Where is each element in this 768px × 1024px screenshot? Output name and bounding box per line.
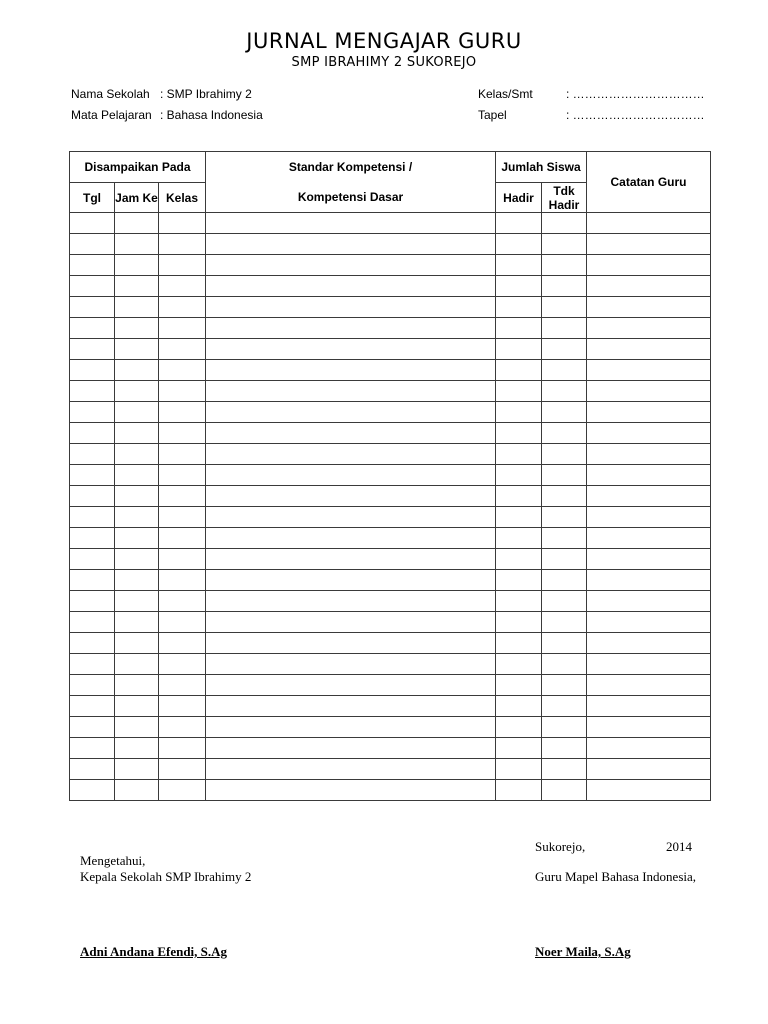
table-row <box>70 444 711 465</box>
header-teacher-notes: Catatan Guru <box>587 152 711 213</box>
table-cell <box>115 360 159 381</box>
header-student-count: Jumlah Siswa <box>496 152 587 183</box>
table-cell <box>70 675 115 696</box>
table-cell <box>159 297 206 318</box>
table-cell <box>496 717 542 738</box>
school-year-label: Tapel <box>478 108 507 122</box>
table-cell <box>206 360 496 381</box>
table-cell <box>496 696 542 717</box>
table-cell <box>542 549 587 570</box>
table-cell <box>206 528 496 549</box>
table-row <box>70 654 711 675</box>
table-cell <box>496 591 542 612</box>
table-cell <box>496 339 542 360</box>
table-cell <box>70 423 115 444</box>
table-cell <box>542 612 587 633</box>
page-subtitle: SMP IBRAHIMY 2 SUKOREJO <box>291 55 477 70</box>
table-cell <box>542 276 587 297</box>
table-cell <box>496 255 542 276</box>
table-cell <box>159 633 206 654</box>
table-row <box>70 549 711 570</box>
table-row <box>70 633 711 654</box>
table-cell <box>206 234 496 255</box>
table-cell <box>115 402 159 423</box>
header-delivered-on: Disampaikan Pada <box>70 152 206 183</box>
table-cell <box>587 612 711 633</box>
table-cell <box>70 486 115 507</box>
table-cell <box>115 549 159 570</box>
table-cell <box>159 696 206 717</box>
teacher-name: Noer Maila, S.Ag <box>535 944 631 959</box>
table-cell <box>587 528 711 549</box>
table-cell <box>542 234 587 255</box>
table-cell <box>496 780 542 801</box>
table-cell <box>159 381 206 402</box>
table-cell <box>496 381 542 402</box>
table-cell <box>206 381 496 402</box>
table-cell <box>496 612 542 633</box>
table-cell <box>587 780 711 801</box>
table-cell <box>206 633 496 654</box>
table-cell <box>70 780 115 801</box>
table-cell <box>542 717 587 738</box>
table-cell <box>587 276 711 297</box>
table-row <box>70 276 711 297</box>
table-cell <box>115 276 159 297</box>
table-cell <box>587 339 711 360</box>
table-cell <box>159 717 206 738</box>
table-row <box>70 696 711 717</box>
table-cell <box>115 507 159 528</box>
table-cell <box>206 486 496 507</box>
table-cell <box>115 717 159 738</box>
school-year-value: : …………………………… <box>566 108 705 122</box>
school-label: Nama Sekolah <box>71 87 150 101</box>
table-cell <box>159 360 206 381</box>
table-cell <box>587 591 711 612</box>
table-cell <box>115 591 159 612</box>
table-cell <box>206 717 496 738</box>
table-row <box>70 423 711 444</box>
table-cell <box>587 213 711 234</box>
table-row <box>70 738 711 759</box>
table-cell <box>115 780 159 801</box>
table-row <box>70 339 711 360</box>
table-row <box>70 297 711 318</box>
table-row <box>70 591 711 612</box>
table-cell <box>159 612 206 633</box>
table-cell <box>70 318 115 339</box>
table-cell <box>496 318 542 339</box>
table-cell <box>587 318 711 339</box>
table-cell <box>542 738 587 759</box>
table-cell <box>587 465 711 486</box>
table-cell <box>159 465 206 486</box>
table-cell <box>542 654 587 675</box>
table-cell <box>206 402 496 423</box>
table-cell <box>159 654 206 675</box>
table-cell <box>542 486 587 507</box>
table-cell <box>542 696 587 717</box>
table-row <box>70 213 711 234</box>
table-cell <box>115 654 159 675</box>
table-row <box>70 612 711 633</box>
table-cell <box>206 507 496 528</box>
header-date: Tgl <box>70 183 115 213</box>
table-cell <box>496 759 542 780</box>
table-row <box>70 234 711 255</box>
table-cell <box>496 507 542 528</box>
table-cell <box>70 297 115 318</box>
table-cell <box>587 759 711 780</box>
table-row <box>70 381 711 402</box>
table-cell <box>587 381 711 402</box>
table-cell <box>206 591 496 612</box>
table-cell <box>159 738 206 759</box>
header-absent: Tdk Hadir <box>542 183 587 213</box>
table-cell <box>496 738 542 759</box>
table-cell <box>70 360 115 381</box>
table-cell <box>496 276 542 297</box>
table-cell <box>70 654 115 675</box>
table-cell <box>496 633 542 654</box>
table-cell <box>496 675 542 696</box>
table-cell <box>206 654 496 675</box>
table-cell <box>542 465 587 486</box>
table-cell <box>70 717 115 738</box>
table-cell <box>542 780 587 801</box>
table-cell <box>115 339 159 360</box>
table-cell <box>206 297 496 318</box>
acknowledged-label: Mengetahui, <box>80 853 146 868</box>
table-cell <box>159 423 206 444</box>
table-cell <box>542 591 587 612</box>
table-cell <box>542 444 587 465</box>
table-body <box>70 213 711 801</box>
table-cell <box>542 297 587 318</box>
table-cell <box>587 633 711 654</box>
table-cell <box>70 528 115 549</box>
table-cell <box>206 675 496 696</box>
table-cell <box>159 507 206 528</box>
table-row <box>70 486 711 507</box>
table-row <box>70 675 711 696</box>
table-cell <box>115 696 159 717</box>
subject-value: : Bahasa Indonesia <box>160 108 263 122</box>
table-cell <box>70 507 115 528</box>
table-cell <box>206 465 496 486</box>
teacher-title: Guru Mapel Bahasa Indonesia, <box>535 869 697 884</box>
table-cell <box>587 696 711 717</box>
table-cell <box>206 612 496 633</box>
table-cell <box>587 486 711 507</box>
table-cell <box>587 654 711 675</box>
table-cell <box>159 318 206 339</box>
table-cell <box>587 360 711 381</box>
table-cell <box>587 549 711 570</box>
table-cell <box>115 528 159 549</box>
table-cell <box>115 486 159 507</box>
table-cell <box>587 255 711 276</box>
table-cell <box>115 381 159 402</box>
table-cell <box>115 213 159 234</box>
table-cell <box>159 528 206 549</box>
table-cell <box>206 255 496 276</box>
table-cell <box>115 759 159 780</box>
table-cell <box>587 423 711 444</box>
journal-table <box>69 151 711 801</box>
table-cell <box>115 234 159 255</box>
table-cell <box>159 402 206 423</box>
principal-name: Adni Andana Efendi, S.Ag <box>80 944 228 959</box>
table-row <box>70 465 711 486</box>
header-competency-standard: Standar Kompetensi / <box>206 152 496 183</box>
table-cell <box>496 360 542 381</box>
table-cell <box>496 549 542 570</box>
table-cell <box>206 213 496 234</box>
signature-place: Sukorejo, <box>535 839 586 854</box>
table-cell <box>70 381 115 402</box>
table-cell <box>587 444 711 465</box>
table-cell <box>70 633 115 654</box>
table-cell <box>70 339 115 360</box>
table-row <box>70 360 711 381</box>
table-cell <box>159 486 206 507</box>
table-cell <box>206 339 496 360</box>
table-cell <box>70 570 115 591</box>
principal-title: Kepala Sekolah SMP Ibrahimy 2 <box>80 869 252 884</box>
table-cell <box>496 234 542 255</box>
table-cell <box>70 738 115 759</box>
table-cell <box>115 738 159 759</box>
table-cell <box>70 612 115 633</box>
page-title: JURNAL MENGAJAR GURU <box>246 29 522 53</box>
table-cell <box>542 528 587 549</box>
table-cell <box>587 717 711 738</box>
table-cell <box>70 591 115 612</box>
table-row <box>70 717 711 738</box>
class-semester-value: : …………………………… <box>566 87 705 101</box>
signature-year: 2014 <box>666 839 692 854</box>
table-cell <box>115 633 159 654</box>
table-cell <box>542 633 587 654</box>
table-cell <box>115 444 159 465</box>
table-cell <box>542 381 587 402</box>
table-cell <box>70 255 115 276</box>
table-cell <box>206 549 496 570</box>
table-cell <box>70 276 115 297</box>
table-cell <box>206 780 496 801</box>
table-cell <box>159 759 206 780</box>
table-cell <box>159 591 206 612</box>
table-cell <box>70 549 115 570</box>
table-cell <box>496 654 542 675</box>
header-present: Hadir <box>496 183 542 213</box>
table-cell <box>206 318 496 339</box>
table-cell <box>542 402 587 423</box>
table-cell <box>542 318 587 339</box>
table-cell <box>206 696 496 717</box>
table-cell <box>115 423 159 444</box>
header-basic-competency: Kompetensi Dasar <box>206 183 496 213</box>
table-cell <box>496 465 542 486</box>
table-cell <box>496 486 542 507</box>
table-cell <box>159 780 206 801</box>
table-cell <box>587 402 711 423</box>
table-cell <box>159 234 206 255</box>
table-cell <box>206 570 496 591</box>
table-cell <box>587 507 711 528</box>
table-cell <box>496 444 542 465</box>
table-cell <box>159 276 206 297</box>
table-cell <box>159 213 206 234</box>
header-hour: Jam Ke <box>115 183 159 213</box>
table-cell <box>496 570 542 591</box>
table-row <box>70 528 711 549</box>
table-row <box>70 507 711 528</box>
table-cell <box>159 570 206 591</box>
table-cell <box>587 570 711 591</box>
table-cell <box>159 339 206 360</box>
table-row <box>70 570 711 591</box>
table-cell <box>496 213 542 234</box>
table-header <box>70 152 711 213</box>
table-cell <box>542 570 587 591</box>
table-cell <box>587 234 711 255</box>
header-class: Kelas <box>159 183 206 213</box>
table-cell <box>115 255 159 276</box>
table-cell <box>496 402 542 423</box>
table-cell <box>587 675 711 696</box>
table-cell <box>587 738 711 759</box>
school-value: : SMP Ibrahimy 2 <box>160 87 252 101</box>
table-cell <box>206 444 496 465</box>
table-cell <box>70 444 115 465</box>
table-cell <box>115 297 159 318</box>
table-cell <box>159 255 206 276</box>
table-row <box>70 780 711 801</box>
table-cell <box>159 444 206 465</box>
subject-label: Mata Pelajaran <box>71 108 152 122</box>
table-cell <box>542 339 587 360</box>
table-cell <box>496 297 542 318</box>
class-semester-label: Kelas/Smt <box>478 87 533 101</box>
table-row <box>70 402 711 423</box>
table-cell <box>115 465 159 486</box>
table-cell <box>159 675 206 696</box>
table-cell <box>70 234 115 255</box>
table-cell <box>542 507 587 528</box>
table-cell <box>542 360 587 381</box>
table-cell <box>496 423 542 444</box>
table-cell <box>542 675 587 696</box>
table-cell <box>159 549 206 570</box>
table-cell <box>206 759 496 780</box>
table-cell <box>542 423 587 444</box>
table-cell <box>115 612 159 633</box>
table-cell <box>70 213 115 234</box>
table-cell <box>206 276 496 297</box>
table-cell <box>70 696 115 717</box>
table-cell <box>115 675 159 696</box>
table-cell <box>70 402 115 423</box>
table-row <box>70 318 711 339</box>
table-cell <box>542 759 587 780</box>
table-row <box>70 759 711 780</box>
table-cell <box>70 759 115 780</box>
table-cell <box>206 423 496 444</box>
table-cell <box>542 213 587 234</box>
table-cell <box>496 528 542 549</box>
table-row <box>70 255 711 276</box>
table-cell <box>542 255 587 276</box>
table-cell <box>70 465 115 486</box>
table-cell <box>115 318 159 339</box>
table-cell <box>115 570 159 591</box>
table-cell <box>587 297 711 318</box>
table-cell <box>206 738 496 759</box>
